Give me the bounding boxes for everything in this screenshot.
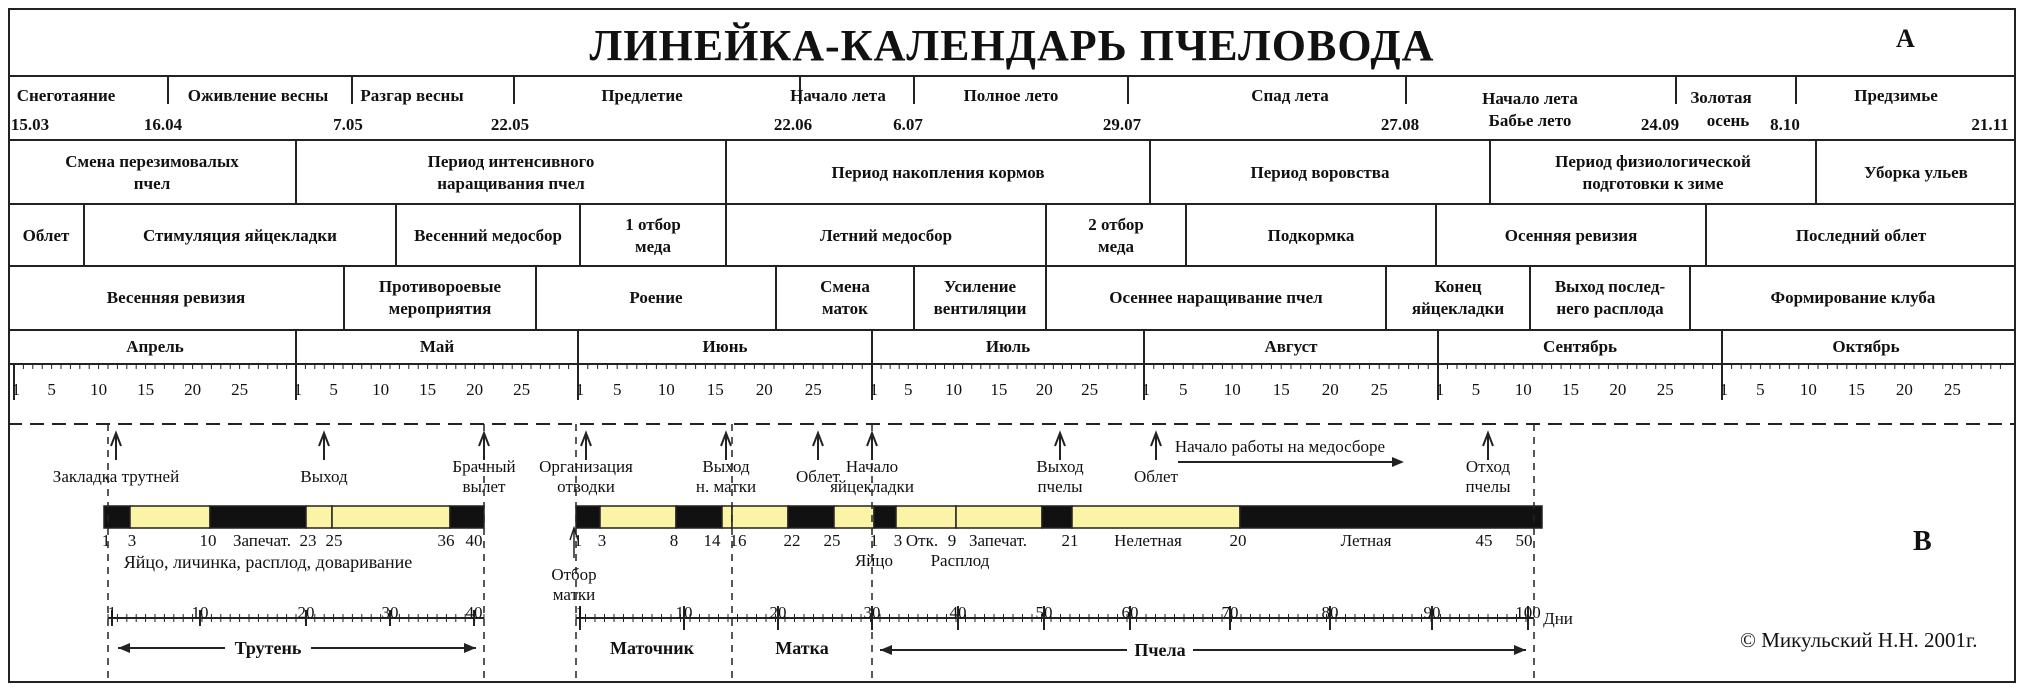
bee-bar-label: 20	[1229, 531, 1247, 550]
event-label: Выход	[1036, 457, 1084, 476]
event-label: вылет	[462, 477, 506, 496]
period-date: 24.09	[1640, 115, 1680, 134]
drone-bar-label: 10	[199, 531, 217, 550]
drone-bar-black	[210, 506, 306, 528]
row4-cell: Выход послед-	[1554, 277, 1666, 296]
scale-tick-label: 90	[1423, 603, 1441, 622]
day-tick: 1	[11, 380, 21, 399]
queen-bar-label: 22	[783, 531, 801, 550]
event-label: яйцекладки	[830, 477, 914, 496]
day-tick: 5	[1471, 380, 1481, 399]
period-date: 7.05	[333, 115, 363, 134]
event-label: Брачный	[452, 457, 516, 476]
row4-cell: Роение	[629, 288, 683, 307]
row3-cell: меда	[634, 237, 672, 256]
period-date: 6.07	[893, 115, 923, 134]
bar-black	[874, 506, 896, 528]
scale-tick-label: 70	[1221, 603, 1239, 622]
day-tick: 15	[1562, 380, 1580, 399]
scale-tick-label: 10	[191, 603, 209, 622]
row3-cell: Осенняя ревизия	[1504, 226, 1638, 245]
period-label: Снеготаяние	[16, 86, 116, 105]
day-tick: 10	[1514, 380, 1532, 399]
drone-bar-yellow	[306, 506, 332, 528]
day-tick: 15	[706, 380, 724, 399]
scale-tick-label: 50	[1035, 603, 1053, 622]
row4-cell: яйцекладки	[1411, 299, 1505, 318]
day-tick: 20	[1035, 380, 1053, 399]
section-b-badge: В	[1913, 526, 1932, 557]
day-tick: 25	[1656, 380, 1674, 399]
row3-cell: Облет	[22, 226, 70, 245]
bee-span-label: Пчела	[1134, 640, 1186, 660]
row4-cell: Конец	[1434, 277, 1482, 296]
period-label: Полное лето	[963, 86, 1059, 105]
period-date: 22.06	[773, 115, 813, 134]
bee-bar-label: 1	[869, 531, 879, 550]
medosbor-arrowhead	[1392, 457, 1404, 467]
day-tick: 15	[990, 380, 1008, 399]
drone-bar-label: 23	[299, 531, 317, 550]
bar-black	[676, 506, 722, 528]
period-label: Предзимье	[1854, 86, 1938, 105]
bee-bar-label: 45	[1475, 531, 1493, 550]
month-label: Август	[1264, 337, 1318, 356]
month-label: Май	[419, 337, 455, 356]
row4-cell: мероприятия	[388, 299, 492, 318]
day-tick: 25	[1943, 380, 1961, 399]
day-tick: 25	[1370, 380, 1388, 399]
bee-span-right-head	[1514, 645, 1526, 655]
drone-bar-label: 36	[437, 531, 455, 550]
event-label: Облет	[796, 467, 840, 486]
period-label: Начало лета	[790, 86, 886, 105]
day-tick: 25	[1081, 380, 1099, 399]
bee-bar-label: Запечат.	[968, 531, 1028, 550]
event-label: Облет	[1134, 467, 1178, 486]
scale-tick-label: 60	[1121, 603, 1139, 622]
row2-cell: наращивания пчел	[437, 174, 585, 193]
drone-bar-label: 25	[325, 531, 343, 550]
scale-tick-label: 20	[297, 603, 315, 622]
event-label: Закладка трутней	[52, 467, 180, 486]
queen-bar-label: 3	[597, 531, 607, 550]
period-date: 16.04	[143, 115, 183, 134]
event-label: Выход	[300, 467, 348, 486]
period-label: Начало лета	[1482, 89, 1578, 108]
day-tick: 20	[1321, 380, 1339, 399]
period-label: Предлетие	[601, 86, 683, 105]
row2-cell: Смена перезимовалых	[65, 152, 239, 171]
period-date: 21.11	[1971, 115, 2009, 134]
drone-bar-label: 3	[127, 531, 137, 550]
row2-cell: Период воровства	[1250, 163, 1390, 182]
drone-bar-label: 40	[465, 531, 483, 550]
row4-cell: Смена	[820, 277, 870, 296]
row3-cell: 1 отбор	[625, 215, 681, 234]
bar-yellow	[732, 506, 788, 528]
row2-cell: Период накопления кормов	[831, 163, 1045, 182]
event-label: Организация	[539, 457, 633, 476]
day-tick: 15	[419, 380, 437, 399]
period-label: Спад лета	[1251, 86, 1329, 105]
month-label: Апрель	[126, 337, 184, 356]
scale-tick-label: 1	[575, 603, 585, 622]
row2-cell: Период физиологической	[1555, 152, 1751, 171]
day-tick: 5	[1756, 380, 1765, 399]
drone-span-label: Трутень	[234, 638, 302, 658]
period-label: Оживление весны	[187, 86, 329, 105]
row4-cell: Формирование клуба	[1770, 288, 1936, 307]
drone-bar-label: 1	[101, 531, 111, 550]
scale-tick-label: 30	[381, 603, 399, 622]
day-tick: 10	[657, 380, 675, 399]
row4-cell: Противороевые	[378, 277, 502, 296]
bar-black	[1240, 506, 1542, 528]
drone-bar-label: Запечат.	[232, 531, 292, 550]
row3-cell: Последний облет	[1795, 226, 1927, 245]
day-tick: 5	[612, 380, 622, 399]
row4-cell: Усиление	[943, 277, 1017, 296]
day-tick: 10	[372, 380, 390, 399]
scale-tick-label: 40	[465, 603, 483, 622]
period-label: Бабье лето	[1488, 111, 1572, 130]
day-tick: 10	[90, 380, 108, 399]
period-label: Разгар весны	[360, 86, 464, 105]
row3-cell: 2 отбор	[1088, 215, 1144, 234]
row4-cell: Осеннее наращивание пчел	[1109, 288, 1323, 307]
event-label: н. матки	[695, 477, 757, 496]
row2-cell: подготовки к зиме	[1582, 174, 1724, 193]
day-tick: 15	[137, 380, 155, 399]
period-date: 8.10	[1770, 115, 1800, 134]
below-label: Отбор	[551, 565, 597, 584]
queen-bar-label: 14	[703, 531, 721, 550]
month-label: Октябрь	[1832, 337, 1900, 356]
below-label: Расплод	[930, 551, 990, 570]
bar-yellow	[600, 506, 676, 528]
month-label: Июль	[985, 337, 1031, 356]
drone-span-right-head	[464, 643, 476, 653]
period-date: 15.03	[10, 115, 50, 134]
scale-tick-label: 40	[949, 603, 967, 622]
period-date: 27.08	[1380, 115, 1420, 134]
day-tick: 25	[513, 380, 531, 399]
day-tick: 1	[869, 380, 879, 399]
month-label: Сентябрь	[1542, 337, 1618, 356]
row4-cell: маток	[822, 299, 868, 318]
row2-cell: пчел	[133, 174, 171, 193]
day-tick: 10	[1223, 380, 1241, 399]
row4-cell: Весенняя ревизия	[106, 288, 246, 307]
row4-cell: вентиляции	[933, 299, 1027, 318]
day-tick: 1	[1719, 380, 1729, 399]
day-tick: 10	[1799, 380, 1817, 399]
row3-cell: меда	[1097, 237, 1135, 256]
event-label: Отход	[1465, 457, 1511, 476]
day-tick: 1	[575, 380, 585, 399]
below-label: Яйцо	[854, 551, 894, 570]
bee-bar-label: Летная	[1340, 531, 1392, 550]
bar-black	[576, 506, 600, 528]
row3-cell: Стимуляция яйцекладки	[143, 226, 337, 245]
bee-bar-label: 21	[1061, 531, 1079, 550]
drone-bar-yellow	[332, 506, 450, 528]
drone-span-left-head	[118, 643, 130, 653]
day-tick: 20	[1895, 380, 1913, 399]
scale-tick-label: 20	[769, 603, 787, 622]
event-label: Начало	[845, 457, 899, 476]
page-title: ЛИНЕЙКА-КАЛЕНДАРЬ ПЧЕЛОВОДА	[589, 21, 1435, 70]
bar-black	[1042, 506, 1072, 528]
queen-label: Матка	[775, 638, 829, 658]
month-label: Июнь	[702, 337, 748, 356]
queen-bar-label: 25	[823, 531, 841, 550]
queen-bar-label: 8	[669, 531, 679, 550]
day-tick: 25	[231, 380, 249, 399]
bee-bar-label: 50	[1515, 531, 1533, 550]
day-tick: 10	[945, 380, 963, 399]
day-tick: 1	[1435, 380, 1445, 399]
queen-bar-label: 1	[573, 531, 583, 550]
bar-black	[788, 506, 834, 528]
day-tick: 5	[47, 380, 56, 399]
period-date: 29.07	[1102, 115, 1142, 134]
event-label: пчелы	[1465, 477, 1511, 496]
period-label: Золотая	[1690, 88, 1752, 107]
row3-cell: Весенний медосбор	[414, 226, 562, 245]
event-label: пчелы	[1037, 477, 1083, 496]
period-date: 22.05	[490, 115, 530, 134]
bee-bar-label: Отк.	[905, 531, 939, 550]
drone-caption: Яйцо, личинка, расплод, доваривание	[123, 552, 413, 572]
section-a-badge: А	[1896, 24, 1915, 53]
queen-bar-label: 16	[729, 531, 747, 550]
drone-bar-yellow	[130, 506, 210, 528]
scale-tick-label: 1	[107, 603, 117, 622]
day-tick: 20	[1609, 380, 1627, 399]
drone-bar-black	[450, 506, 484, 528]
bee-bar-label: 3	[893, 531, 903, 550]
event-label: отводки	[557, 477, 615, 496]
day-tick: 1	[293, 380, 303, 399]
scale-tick-label: 100	[1515, 603, 1541, 622]
row3-cell: Подкормка	[1267, 226, 1355, 245]
day-tick: 20	[466, 380, 484, 399]
day-tick: 20	[755, 380, 773, 399]
row2-cell: Уборка ульев	[1864, 163, 1968, 182]
medosbor-label: Начало работы на медосборе	[1174, 437, 1386, 456]
below-label: матки	[552, 585, 596, 604]
row4-cell: него расплода	[1556, 299, 1664, 318]
bar-yellow	[1072, 506, 1240, 528]
day-tick: 15	[1847, 380, 1865, 399]
day-tick: 20	[184, 380, 202, 399]
day-tick: 1	[1141, 380, 1151, 399]
days-label: Дни	[1543, 609, 1573, 628]
bar-yellow	[834, 506, 874, 528]
bee-bar-label: Нелетная	[1114, 531, 1182, 550]
scale-tick-label: 10	[675, 603, 693, 622]
bar-yellow	[956, 506, 1042, 528]
bar-yellow	[896, 506, 956, 528]
bee-bar-label: 9	[947, 531, 957, 550]
day-tick: 5	[329, 380, 338, 399]
row2-cell: Период интенсивного	[427, 152, 595, 171]
day-tick: 5	[904, 380, 913, 399]
row3-cell: Летний медосбор	[819, 226, 953, 245]
event-label: Выход	[702, 457, 750, 476]
scale-tick-label: 30	[863, 603, 881, 622]
queen-cell-label: Маточник	[610, 638, 694, 658]
copyright: © Микульский Н.Н. 2001г.	[1740, 628, 1978, 652]
day-tick: 5	[1178, 380, 1188, 399]
day-tick: 25	[804, 380, 822, 399]
bar-yellow	[722, 506, 732, 528]
bee-span-left-head	[880, 645, 892, 655]
day-tick: 15	[1272, 380, 1290, 399]
scale-tick-label: 80	[1321, 603, 1339, 622]
period-label: осень	[1706, 111, 1750, 130]
